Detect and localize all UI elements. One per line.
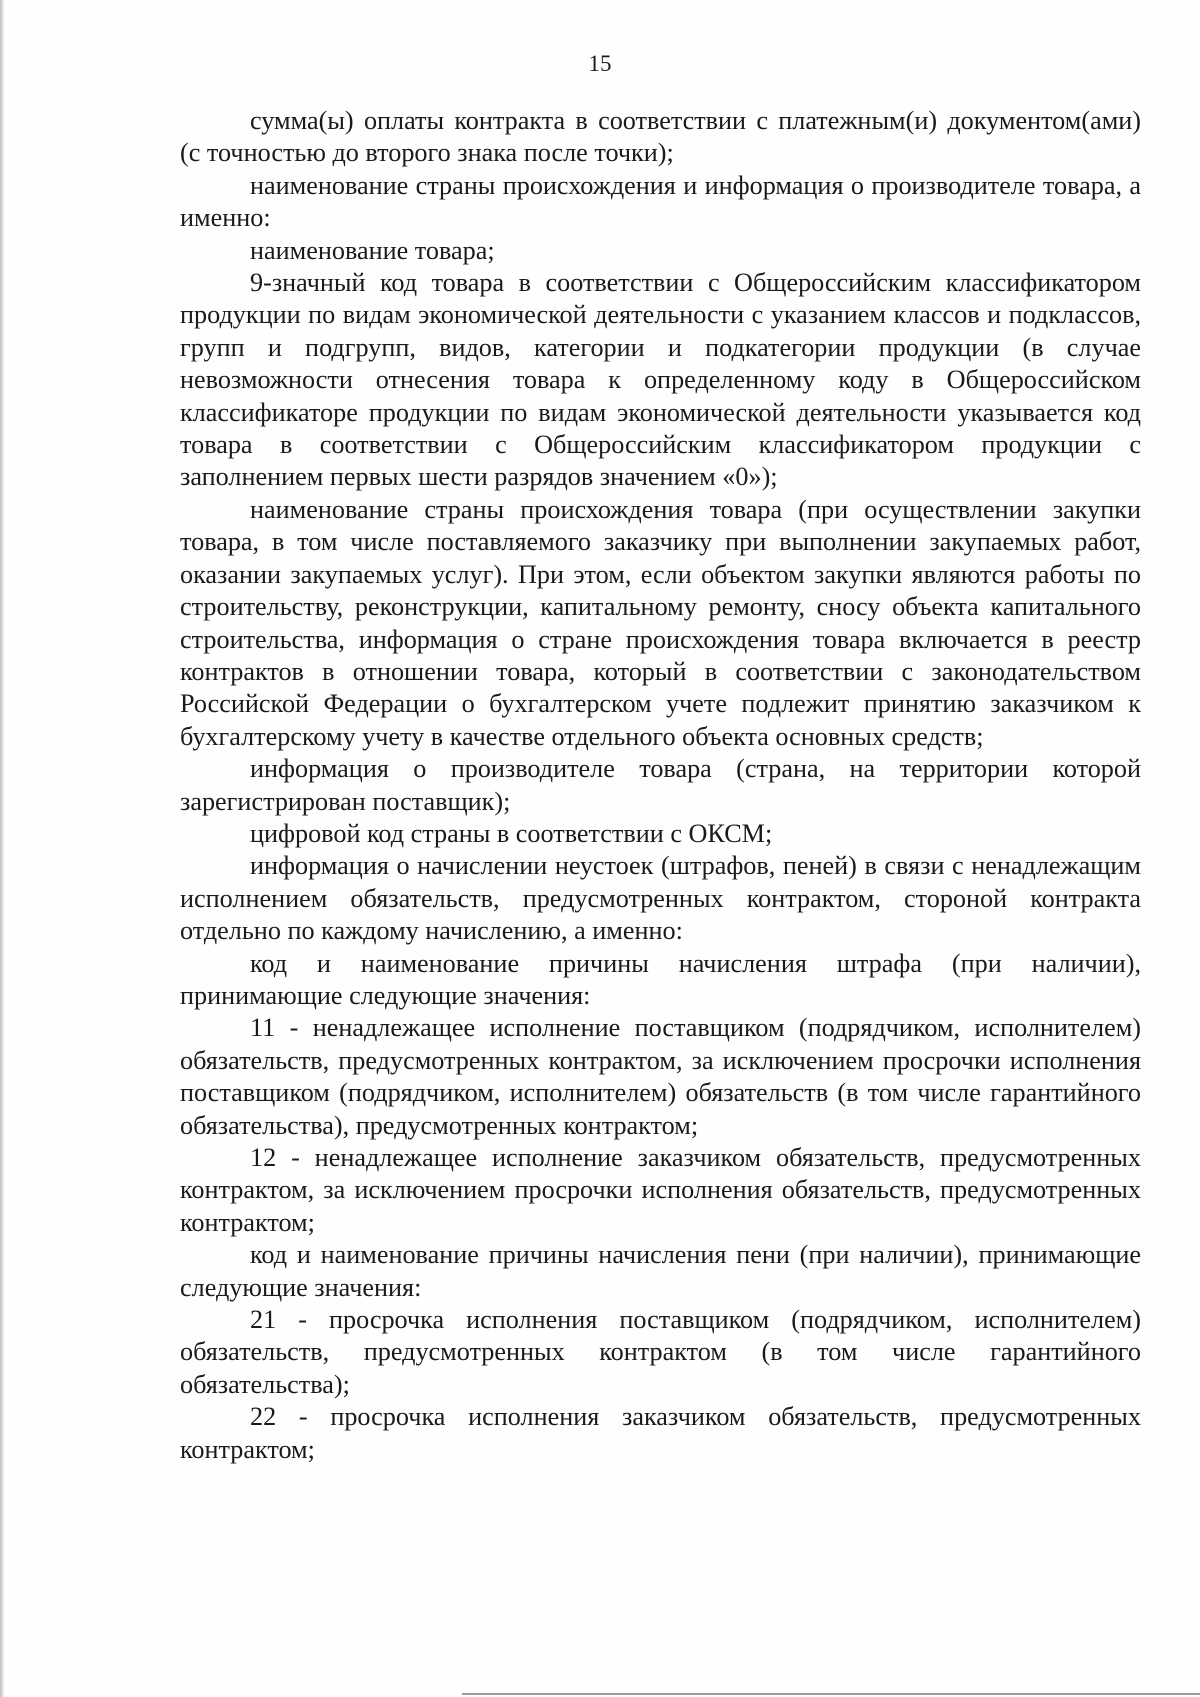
paragraph-okpd-code: 9-значный код товара в соответствии с Общероссийским классификатором продукции по видам экономической деятельности с указанием классов и подклассов, групп и подгрупп, видов, категории и подкатегории продукции (в случае невозможности отнесения товара к определенному коду в Общероссийском классификаторе продукции по видам экономической деятельности указывается код товара в соответствии с Общероссийским классификатором продукции с заполнением первых шести разрядов значением «0»); xyxy=(180,268,1141,492)
paragraph-code-12: 12 - ненадлежащее исполнение заказчиком обязательств, предусмотренных контрактом, за исключением просрочки исполнения обязательств, предусмотренных контрактом; xyxy=(180,1143,1141,1237)
paragraph-manufacturer-info: информация о производителе товара (страна, на территории которой зарегистрирован поставщик); xyxy=(180,754,1141,816)
paragraph-payment-amount: сумма(ы) оплаты контракта в соответствии с платежным(и) документом(ами) (с точностью до второго знака после точки); xyxy=(180,106,1141,168)
paragraph-code-11: 11 - ненадлежащее исполнение поставщиком (подрядчиком, исполнителем) обязательств, предусмотренных контрактом, за исключением просрочки исполнения поставщиком (подрядчиком, исполнителем) обязательств (в том числе гарантийного обязательства), предусмотренных контрактом; xyxy=(180,1013,1141,1140)
paragraph-country-of-origin: наименование страны происхождения товара (при осуществлении закупки товара, в том числе поставляемого заказчику при выполнении закупаемых работ, оказании закупаемых услуг). При этом, если объектом закупки являются работы по строительству, реконструкции, капитальному ремонту, сносу объекта капитального строительства, информация о стране происхождения товара включается в реестр контрактов в отношении товара, который в соответствии с законодательством Российской Федерации о бухгалтерском учете подлежит принятию заказчиком к бухгалтерскому учету в качестве отдельного объекта основных средств; xyxy=(180,494,1141,751)
paragraph-product-name: наименование товара; xyxy=(250,235,495,265)
paragraph-code-22: 22 - просрочка исполнения заказчиком обязательств, предусмотренных контрактом; xyxy=(180,1402,1141,1464)
page-number: 15 xyxy=(588,51,612,76)
scan-bottom-edge xyxy=(462,1693,1200,1695)
paragraph-country-origin-info: наименование страны происхождения и информация о производителе товара, а именно: xyxy=(180,170,1141,233)
document-body xyxy=(180,105,1141,1466)
paragraph-penalties-info: информация о начислении неустоек (штрафов, пеней) в связи с ненадлежащим исполнением обязательств, предусмотренных контрактом, стороной контракта отдельно по каждому начислению, а именно: xyxy=(180,851,1141,946)
scan-left-edge xyxy=(0,0,4,1697)
paragraph-fine-reason-code: код и наименование причины начисления штрафа (при наличии), принимающие следующие значения: xyxy=(180,948,1141,1010)
paragraph-code-21: 21 - просрочка исполнения поставщиком (подрядчиком, исполнителем) обязательств, предусмотренных контрактом (в том числе гарантийного обязательства); xyxy=(180,1305,1141,1399)
paragraph-penalty-reason-code: код и наименование причины начисления пени (при наличии), принимающие следующие значения: xyxy=(180,1240,1141,1302)
paragraph-oksm-code: цифровой код страны в соответствии с ОКСМ; xyxy=(250,818,773,848)
